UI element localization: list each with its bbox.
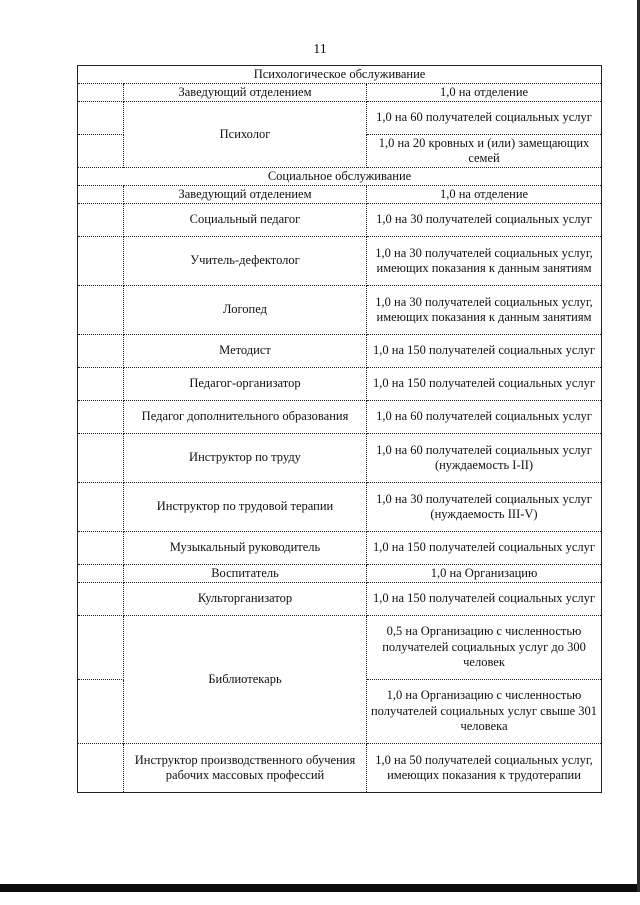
norm-cell: 1,0 на 30 получателей социальных услуг (нуждаемость III-V) [367, 483, 602, 532]
row-index-cell [78, 84, 124, 102]
norm-cell: 1,0 на Организацию [367, 565, 602, 583]
norm-cell: 1,0 на 60 получателей социальных услуг [367, 102, 602, 135]
position-cell: Учитель-дефектолог [124, 237, 367, 286]
row-index-cell [78, 335, 124, 368]
row-index-cell [78, 616, 124, 680]
position-cell: Социальный педагог [124, 204, 367, 237]
row-index-cell [78, 286, 124, 335]
position-cell: Логопед [124, 286, 367, 335]
row-index-cell [78, 483, 124, 532]
table-row [78, 483, 602, 532]
table-row [78, 102, 602, 135]
table-row [78, 286, 602, 335]
scan-bottom-edge [0, 884, 640, 892]
row-index-cell [78, 744, 124, 793]
norm-cell: 1,0 на 150 получателей социальных услуг [367, 583, 602, 616]
position-cell: Инструктор производственного обучения рабочих массовых профессий [124, 744, 367, 793]
table-row [78, 186, 602, 204]
table-row [78, 237, 602, 286]
norm-cell: 1,0 на 20 кровных и (или) замещающих семей [367, 135, 602, 168]
norm-cell: 1,0 на 60 получателей социальных услуг (нуждаемость I-II) [367, 434, 602, 483]
norm-cell: 1,0 на 150 получателей социальных услуг [367, 532, 602, 565]
table-row [78, 204, 602, 237]
table-row [78, 616, 602, 680]
section-title-cell [78, 168, 602, 186]
row-index-cell [78, 565, 124, 583]
norm-cell: 1,0 на 60 получателей социальных услуг [367, 401, 602, 434]
table-row [78, 434, 602, 483]
row-index-cell [78, 583, 124, 616]
staffing-table [77, 65, 602, 793]
position-cell: Методист [124, 335, 367, 368]
norm-cell: 1,0 на 150 получателей социальных услуг [367, 368, 602, 401]
norm-cell: 1,0 на 150 получателей социальных услуг [367, 335, 602, 368]
section-title: Социальное обслуживание [267, 168, 412, 183]
table-row [78, 368, 602, 401]
row-index-cell [78, 186, 124, 204]
table-row [78, 401, 602, 434]
table-row [78, 583, 602, 616]
norm-cell: 1,0 на 30 получателей социальных услуг, имеющих показания к данным занятиям [367, 237, 602, 286]
position-cell: Заведующий отделением [124, 84, 367, 102]
row-index-cell [78, 532, 124, 565]
position-cell: Инструктор по труду [124, 434, 367, 483]
position-cell: Заведующий отделением [124, 186, 367, 204]
norm-cell: 1,0 на 50 получателей социальных услуг, имеющих показания к трудотерапии [367, 744, 602, 793]
page-number: 11 [313, 42, 327, 57]
position-cell: Педагог дополнительного образования [124, 401, 367, 434]
row-index-cell [78, 368, 124, 401]
position-cell: Музыкальный руководитель [124, 532, 367, 565]
norm-cell: 1,0 на 30 получателей социальных услуг [367, 204, 602, 237]
position-cell: Библиотекарь [124, 616, 367, 744]
row-index-cell [78, 102, 124, 135]
position-cell: Инструктор по трудовой терапии [124, 483, 367, 532]
row-index-cell [78, 401, 124, 434]
norm-cell: 1,0 на 30 получателей социальных услуг, имеющих показания к данным занятиям [367, 286, 602, 335]
norm-cell: 1,0 на отделение [367, 84, 602, 102]
table-row [78, 532, 602, 565]
table-row [78, 565, 602, 583]
row-index-cell [78, 135, 124, 168]
section-title-cell [78, 66, 602, 84]
norm-cell: 1,0 на Организацию с численностью получателей социальных услуг свыше 301 человека [367, 680, 602, 744]
position-cell: Культорганизатор [124, 583, 367, 616]
table-row [78, 84, 602, 102]
section-header-row [78, 168, 602, 186]
position-cell: Воспитатель [124, 565, 367, 583]
row-index-cell [78, 434, 124, 483]
row-index-cell [78, 680, 124, 744]
row-index-cell [78, 204, 124, 237]
position-cell: Психолог [124, 102, 367, 168]
table-row [78, 744, 602, 793]
section-title: Психологическое обслуживание [253, 66, 426, 81]
table-row [78, 335, 602, 368]
section-header-row [78, 66, 602, 84]
position-cell: Педагог-организатор [124, 368, 367, 401]
row-index-cell [78, 237, 124, 286]
norm-cell: 0,5 на Организацию с численностью получателей социальных услуг до 300 человек [367, 616, 602, 680]
norm-cell: 1,0 на отделение [367, 186, 602, 204]
